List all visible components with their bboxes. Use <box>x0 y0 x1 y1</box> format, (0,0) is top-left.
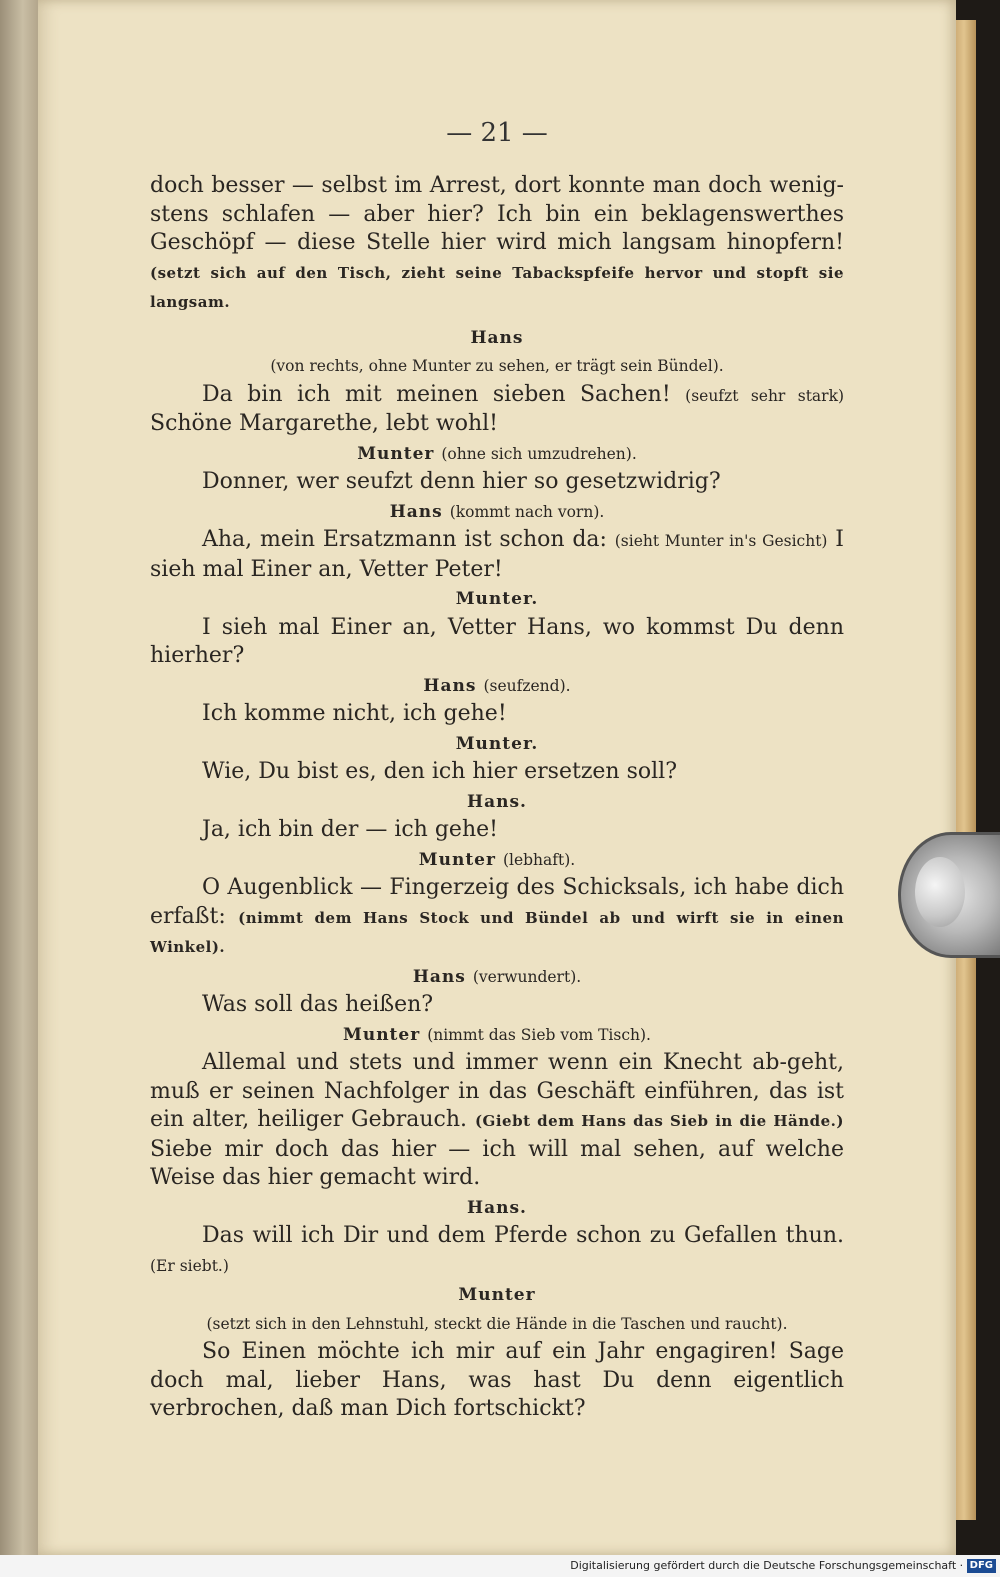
footer-text: Digitalisierung gefördert durch die Deutsche Forschungsgemeinschaft · <box>570 1559 964 1572</box>
stage-direction: (Er siebt.) <box>150 1256 229 1275</box>
stage-direction: (Giebt dem Hans das Sieb in die Hände.) <box>474 1112 844 1130</box>
stage-direction: (seufzt sehr stark) <box>685 386 845 405</box>
stage-direction: (kommt nach vorn). <box>449 502 605 521</box>
text-paragraph: doch besser — selbst im Arrest, dort konnte man doch wenig-stens schlafen — aber hier? Ich bin ein beklagenswerthes Geschöpf — diese Stelle hier wird mich langsam hinopfern! (setzt sich auf den Tisch, zieht seine Tabackspfeife hervor und stopft sie langsam. <box>150 173 844 311</box>
speaker-name: Hans. <box>467 791 527 812</box>
speaker-name: Munter <box>357 443 435 464</box>
text-paragraph: Ich komme nicht, ich gehe! <box>202 701 507 726</box>
speaker-name: Munter. <box>455 733 539 754</box>
text-paragraph: Allemal und stets und immer wenn ein Knecht ab-geht, muß er seinen Nachfolger in das Geschäft einführen, das ist ein alter, heiliger Gebrauch. (Giebt dem Hans das Sieb in die Hände.) Siebe mir doch das hier — ich will mal sehen, auf welche Weise das hier gemacht wird. <box>150 1050 844 1190</box>
page-number: — 21 — <box>446 118 548 148</box>
text-paragraph: So Einen möchte ich mir auf ein Jahr engagiren! Sage doch mal, lieber Hans, was hast Du denn eigentlich verbrochen, daß man Dich fortschickt? <box>150 1339 844 1421</box>
speaker-line <box>150 1280 844 1310</box>
text-paragraph: Ja, ich bin der — ich gehe! <box>202 817 498 842</box>
speaker-line <box>150 962 844 992</box>
speaker-name: Hans <box>470 327 524 348</box>
text-paragraph: Wie, Du bist es, den ich hier ersetzen soll? <box>202 759 677 784</box>
text-paragraph: Was soll das heißen? <box>202 992 434 1017</box>
digitization-footer <box>0 1555 1000 1577</box>
speaker-name: Munter <box>418 849 496 870</box>
stage-direction: (verwundert). <box>472 967 582 986</box>
speaker-line <box>150 1193 844 1223</box>
dfg-logo: DFG <box>967 1559 996 1573</box>
text-paragraph: Da bin ich mit meinen sieben Sachen! (seufzt sehr stark) Schöne Margarethe, lebt wohl! <box>150 381 845 436</box>
speaker-name: Munter. <box>455 589 539 609</box>
speaker-name: Hans <box>389 501 443 522</box>
page-clip-icon <box>898 832 1000 958</box>
speaker-name: Munter <box>458 1285 536 1305</box>
text-paragraph: Das will ich Dir und dem Pferde schon zu Gefallen thun. (Er siebt.) <box>150 1223 844 1275</box>
speaker-line <box>150 1020 844 1050</box>
speaker-line <box>150 671 844 701</box>
stage-direction: (setzt sich auf den Tisch, zieht seine Tabackspfeife hervor und stopft sie langsam. <box>150 263 844 311</box>
stage-direction: (von rechts, ohne Munter zu sehen, er trägt sein Bündel). <box>270 357 724 375</box>
stage-direction: (ohne sich umzudrehen). <box>441 444 637 463</box>
speaker-name: Hans <box>423 675 477 696</box>
stage-direction: (seufzend). <box>483 676 571 695</box>
text-paragraph: I sieh mal Einer an, Vetter Hans, wo kommst Du denn hierher? <box>150 614 844 668</box>
speaker-line <box>150 787 844 817</box>
book-gutter <box>0 0 38 1577</box>
page-text <box>150 172 844 1424</box>
page-edges <box>956 20 976 1520</box>
stage-direction: (setzt sich in den Lehnstuhl, steckt die Hände in die Taschen und raucht). <box>206 1314 788 1333</box>
speaker-name: Munter <box>343 1024 421 1045</box>
speaker-line <box>150 845 844 875</box>
speaker-line <box>150 584 844 614</box>
speaker-line <box>150 323 844 353</box>
book-page <box>38 0 956 1555</box>
stage-direction: (sieht Munter in's Gesicht) <box>614 532 828 550</box>
speaker-line <box>150 439 844 469</box>
stage-direction: (nimmt das Sieb vom Tisch). <box>427 1025 651 1044</box>
speaker-name: Hans <box>412 966 466 987</box>
speaker-name: Hans. <box>467 1197 527 1218</box>
text-paragraph: Donner, wer seufzt denn hier so gesetzwidrig? <box>202 469 721 494</box>
text-paragraph: Aha, mein Ersatzmann ist schon da: (sieht Munter in's Gesicht) I sieh mal Einer an, Vetter Peter! <box>150 527 844 582</box>
stage-direction: (nimmt dem Hans Stock und Bündel ab und wirft sie in einen Winkel). <box>150 908 844 956</box>
text-paragraph: O Augenblick — Fingerzeig des Schicksals, ich habe dich erfaßt: (nimmt dem Hans Stock und Bündel ab und wirft sie in einen Winkel). <box>150 875 844 956</box>
clip-lens <box>915 857 965 927</box>
speaker-line <box>150 729 844 759</box>
stage-direction: (lebhaft). <box>502 850 576 869</box>
speaker-line <box>150 497 844 527</box>
